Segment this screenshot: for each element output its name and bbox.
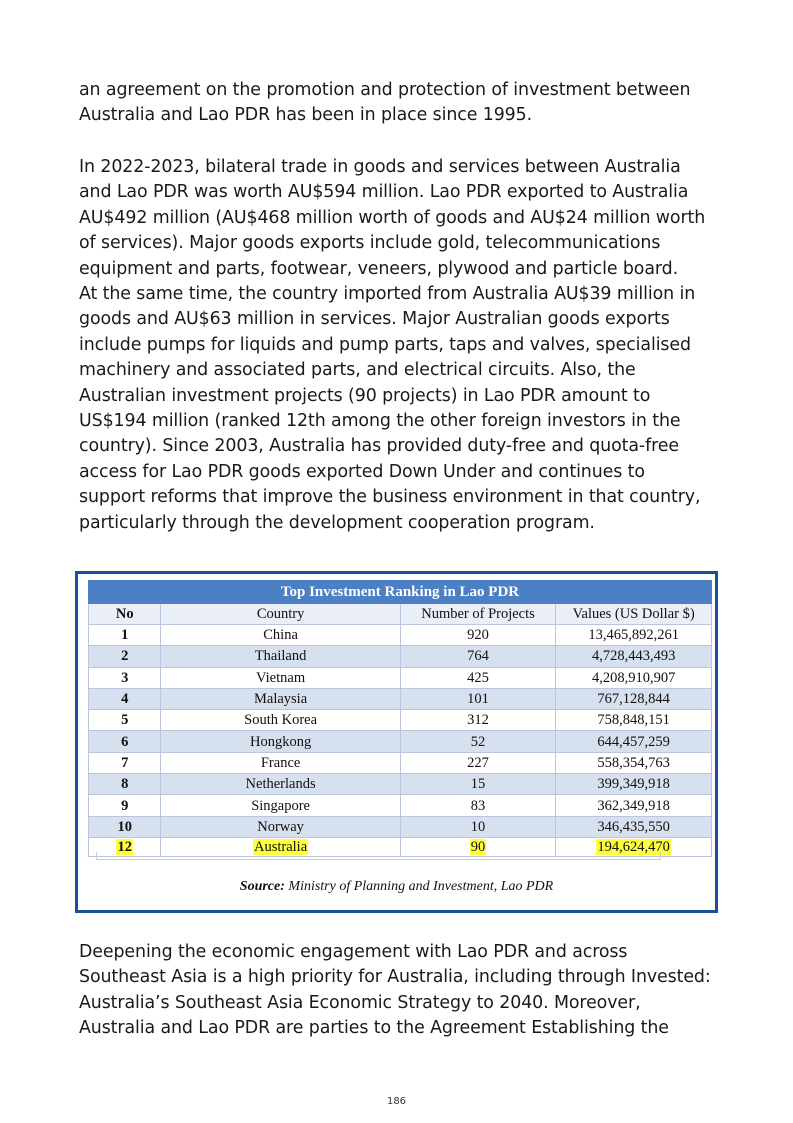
- row-country: France: [161, 752, 400, 773]
- header-no: No: [89, 604, 161, 625]
- text-line: support reforms that improve the business environment in that country,: [79, 487, 701, 508]
- row-values: 4,728,443,493: [556, 646, 712, 667]
- table-row: [89, 710, 712, 731]
- source-text: Ministry of Planning and Investment, Lao PDR: [288, 879, 554, 894]
- text-line: US$194 million (ranked 12th among the other foreign investors in the: [79, 411, 681, 432]
- text-line: include pumps for liquids and pump parts, taps and valves, specialised: [79, 334, 691, 355]
- closing-paragraph: [79, 940, 719, 1042]
- text-line: goods and AU$63 million in services. Major Australian goods exports: [79, 309, 670, 330]
- row-projects: 15: [400, 774, 556, 795]
- text-line: Australia’s Southeast Asia Economic Strategy to 2040. Moreover,: [79, 992, 641, 1013]
- row-projects: 101: [400, 688, 556, 709]
- row-values: 558,354,763: [556, 752, 712, 773]
- text-line: Southeast Asia is a high priority for Australia, including through Invested:: [79, 967, 711, 988]
- header-projects: Number of Projects: [400, 604, 556, 625]
- row-projects: 227: [400, 752, 556, 773]
- highlight: 90: [470, 838, 486, 855]
- trade-paragraph: [79, 155, 719, 536]
- row-projects: 83: [400, 795, 556, 816]
- header-values: Values (US Dollar $): [556, 604, 712, 625]
- row-values: 644,457,259: [556, 731, 712, 752]
- row-country: Thailand: [161, 646, 400, 667]
- row-values: 13,465,892,261: [556, 625, 712, 646]
- row-no: 10: [89, 816, 161, 837]
- highlight: Australia: [254, 838, 308, 855]
- table-title: Top Investment Ranking in Lao PDR: [89, 581, 712, 604]
- text-line: country). Since 2003, Australia has provided duty-free and quota-free: [79, 436, 679, 457]
- row-projects: 920: [400, 625, 556, 646]
- row-country: Singapore: [161, 795, 400, 816]
- table-row: [89, 816, 712, 837]
- intro-paragraph: [79, 78, 719, 129]
- row-projects: 764: [400, 646, 556, 667]
- text-line: machinery and associated parts, and electrical circuits. Also, the: [79, 360, 636, 381]
- row-country: China: [161, 625, 400, 646]
- investment-ranking-figure: [75, 571, 718, 913]
- row-no: 7: [89, 752, 161, 773]
- text-line: Deepening the economic engagement with Lao PDR and across: [79, 942, 628, 962]
- highlight: 12: [117, 838, 132, 855]
- text-line: Australian investment projects (90 projects) in Lao PDR amount to: [79, 385, 651, 406]
- row-country: South Korea: [161, 710, 400, 731]
- table-row: [89, 731, 712, 752]
- row-no: 4: [89, 688, 161, 709]
- table-footer-rule: [96, 852, 661, 860]
- text-line: and Lao PDR was worth AU$594 million. Lao PDR exported to Australia: [79, 182, 689, 203]
- row-no: 9: [89, 795, 161, 816]
- row-country: Norway: [161, 816, 400, 837]
- row-no: 5: [89, 710, 161, 731]
- text-line: Australia and Lao PDR has been in place since 1995.: [79, 105, 533, 126]
- text-line: Australia and Lao PDR are parties to the Agreement Establishing the: [79, 1018, 669, 1039]
- row-country: Hongkong: [161, 731, 400, 752]
- text-line: At the same time, the country imported from Australia AU$39 million in: [79, 284, 696, 305]
- row-no: 1: [89, 625, 161, 646]
- investment-ranking-table: [88, 580, 712, 857]
- table-row: [89, 795, 712, 816]
- row-values: 758,848,151: [556, 710, 712, 731]
- source-label: Source:: [239, 879, 285, 894]
- row-country: Vietnam: [161, 667, 400, 688]
- table-row: [89, 625, 712, 646]
- row-projects: 425: [400, 667, 556, 688]
- table-header-row: [89, 604, 712, 625]
- row-country: Netherlands: [161, 774, 400, 795]
- table-row: [89, 688, 712, 709]
- row-projects: 52: [400, 731, 556, 752]
- text-line: equipment and parts, footwear, veneers, plywood and particle board.: [79, 258, 678, 279]
- row-no: 6: [89, 731, 161, 752]
- row-no: 3: [89, 667, 161, 688]
- row-projects: 10: [400, 816, 556, 837]
- row-values: 4,208,910,907: [556, 667, 712, 688]
- row-values: 767,128,844: [556, 688, 712, 709]
- table-row: [89, 774, 712, 795]
- text-line: access for Lao PDR goods exported Down Under and continues to: [79, 461, 645, 482]
- row-values: 362,349,918: [556, 795, 712, 816]
- text-line: In 2022-2023, bilateral trade in goods and services between Australia: [79, 157, 681, 177]
- table-row: [89, 752, 712, 773]
- row-projects: 312: [400, 710, 556, 731]
- table-row: [89, 646, 712, 667]
- text-line: AU$492 million (AU$468 million worth of goods and AU$24 million worth: [79, 207, 706, 228]
- table-source: [78, 879, 715, 895]
- highlight: 194,624,470: [597, 838, 670, 855]
- page-number: 186: [386, 1096, 407, 1107]
- text-line: an agreement on the promotion and protection of investment between: [79, 80, 691, 100]
- row-no: 2: [89, 646, 161, 667]
- header-country: Country: [161, 604, 400, 625]
- row-country: Malaysia: [161, 688, 400, 709]
- row-no: 8: [89, 774, 161, 795]
- text-line: particularly through the development cooperation program.: [79, 512, 595, 533]
- row-values: 399,349,918: [556, 774, 712, 795]
- row-values: 346,435,550: [556, 816, 712, 837]
- table-row: [89, 667, 712, 688]
- text-line: of services). Major goods exports include gold, telecommunications: [79, 233, 661, 254]
